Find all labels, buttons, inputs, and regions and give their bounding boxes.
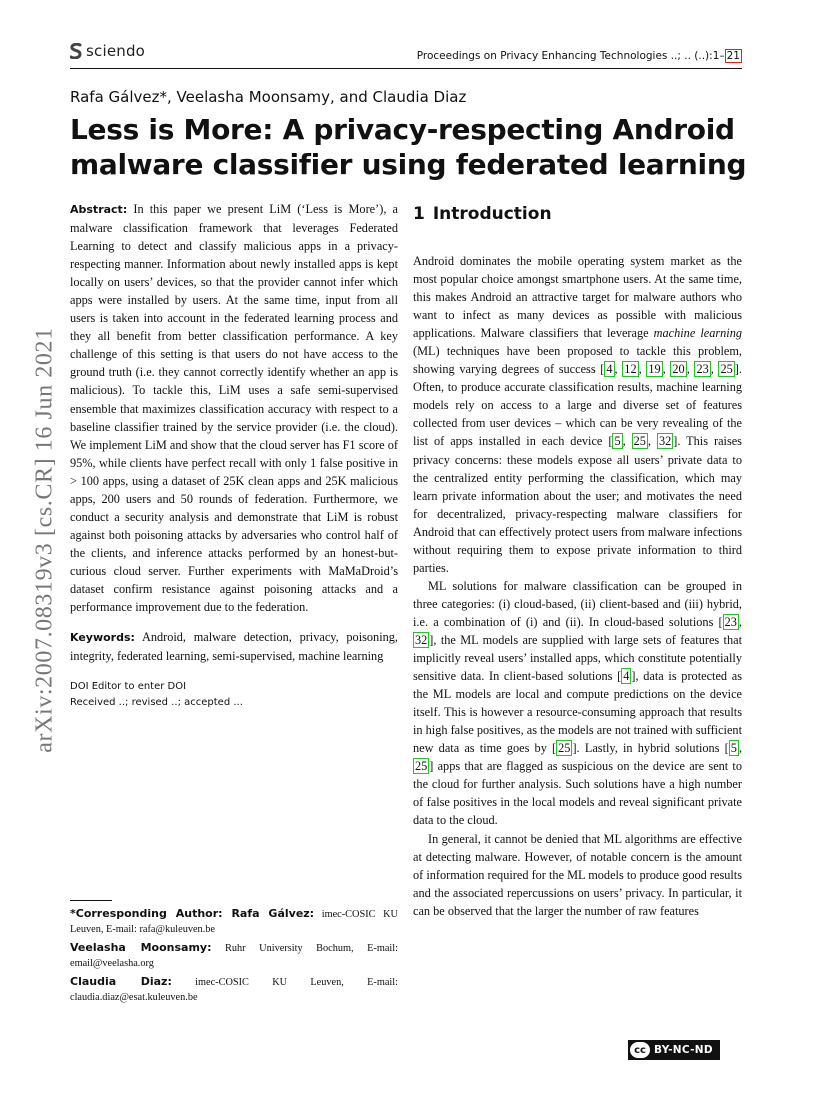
license-text: BY-NC-ND	[654, 1044, 713, 1056]
cc-icon: cc	[630, 1042, 650, 1058]
text-run: (ML) techniques have been proposed to tackle this problem, showing varying degrees of success [	[413, 344, 742, 377]
citation[interactable]: 5	[614, 434, 621, 449]
footnote	[70, 940, 398, 972]
citation[interactable]: 32	[658, 434, 672, 449]
section-heading	[413, 204, 742, 224]
footnote	[70, 974, 398, 1006]
intro-paragraph-3: In general, it cannot be denied that ML algorithms are effective at detecting malware. However, of notable concern is the amount of information required for the ML models to produce good results and the associated repercussions on users’ privacy. In particular, it can be observed that the larger the number of raw features	[413, 831, 742, 918]
citation[interactable]: 23	[724, 614, 737, 629]
abstract-text: In this paper we present LiM (‘Less is More’), a malware classification framework that leverages Federated Learning to detect and classify malicious apps in a privacy-respecting manner. Information about newly installed apps is kept locally on users’ devices, so that the provider cannot infer which apps were installed by users. At the same time, input from all users is taken into account in the federated learning process and they all benefit from better classification performance. A key challenge of this setting is that users do not have access to the ground truth (i.e. they cannot correctly identify whether an app is malicious). To tackle this, LiM uses a safe semi-supervised ensemble that maximizes classification accuracy with respect to a baseline classifier trained by the service provider (i.e. the cloud). We implement LiM and show that the cloud server has F1 score of 95%, while clients have perfect recall with only 1 false positive in > 100 apps, using a dataset of 25K clean apps and 25K malicious apps, 200 users and 50 rounds of federation. Furthermore, we conduct a security analysis and demonstrate that LiM is robust against both poisoning attacks by adversaries who control half of the clients, and inference attacks performed by an honest-but-curious cloud server. Further experiments with MaMaDroid’s dataset confirm resistance against poisoning attacks and a performance improvement due to the federation.	[70, 202, 398, 615]
citation[interactable]: 32	[415, 632, 428, 647]
header-rule	[70, 68, 742, 69]
citation[interactable]: 25	[633, 434, 646, 449]
footnote	[70, 906, 398, 938]
intro-paragraph-2: ML solutions for malware classification can be grouped in three categories: (i) cloud-based, (ii) client-based and (iii) hybrid, i.e. a combination of (i) and (ii). In cloud-based solutions [ 23 , 32 ], the ML models are supplied with large sets of features that implicitly reveal users’ installed apps, which constitute potentially sensitive data. In client-based solutions [ 4 ], data is protected as the ML models are local and compute predictions on the device itself. This is however a resource-consuming approach that results in high false positives, as the models are not trained with sufficient new data as time goes by [ 25 ]. Lastly, in hybrid solutions [ 5 , 25 ] apps that are flagged as suspicious on the device are sent to the cloud for further analysis. Such solutions have a high number of false positives in the local models and reveal significant private data to the cloud.	[413, 578, 743, 828]
text-run: ], the ML models are supplied with large sets of features that implicitly reveal users’ installed apps, which constitute potentially sensitive data. In client-based solutions [	[413, 632, 742, 684]
footnote-label: Veelasha Moonsamy:	[70, 940, 212, 954]
right-column	[413, 200, 742, 920]
arxiv-watermark: arXiv:2007.08319v3 [cs.CR] 16 Jun 2021	[31, 327, 58, 753]
logo-text: sciendo	[86, 42, 146, 60]
text-run: Android dominates the mobile operating system market as the most popular choice amongst smartphone users. At the same time, this makes Android an attractive target for malware authors who want to infect as many devices as possible with malicious applications. Malware classifiers that leverage	[413, 254, 742, 341]
keywords-text: Android, malware detection, privacy, poisoning, integrity, federated learning, semi-supervised, machine learning	[70, 630, 398, 664]
pages-link[interactable]: 21	[726, 50, 740, 62]
license-badge[interactable]	[628, 1040, 720, 1060]
citation[interactable]: 5	[730, 741, 737, 756]
text-run: ]. This raises privacy concerns: these models expose all users’ private data to the centralized entity performing the classification, which may learn private information about the user; and motivates the need for decentralized, privacy-respecting malware classifiers for Android that can effectively protect users from malware infections without requiring them to expose private information to third parties.	[413, 434, 742, 575]
footnote-rule	[70, 900, 112, 901]
doi-block	[70, 679, 398, 711]
footnote-label: *Corresponding Author: Rafa Gálvez:	[70, 907, 315, 920]
citation[interactable]: 23	[696, 362, 709, 377]
citation[interactable]: 4	[606, 362, 613, 377]
text-run: ]. Often, to produce accurate classification results, machine learning models rely on access to a large and diverse set of features collected from user devices – which can be very revealing of the list of apps installed in each device [	[413, 362, 742, 449]
citation[interactable]: 20	[672, 362, 685, 377]
footnote-text: imec-COSIC KU Leuven, E-mail: rafa@kuleuven.be	[70, 909, 398, 936]
emphasis: machine learning	[653, 326, 742, 341]
citation[interactable]: 25	[558, 741, 571, 756]
footnote-label: Claudia Diaz:	[70, 974, 172, 988]
intro-paragraph-1: Android dominates the mobile operating system market as the most popular choice amongst smartphone users. At the same time, this makes Android an attractive target for malware authors who want to infect as many devices as possible with malicious applications. Malware classifiers that leverage machine learning (ML) techniques have been proposed to tackle this problem, showing varying degrees of success [ 4 , 12 , 19 , 20 , 23 , 25 ]. Often, to produce accurate classification results, machine learning models rely on access to a large and diverse set of features collected from user devices – which can be very revealing of the list of apps installed in each device [ 5 , 25 , 32 ]. This raises privacy concerns: these models expose all users’ private data to the centralized entity performing the classification, which may learn private information about the user; and motivates the need for decentralized, privacy-respecting malware classifiers for Android that can effectively protect users from malware infections without requiring them to expose private information to third parties.	[413, 254, 742, 575]
text-run: ] apps that are flagged as suspicious on the device are sent to the cloud for further analysis. Such solutions have a high number of false positives in the local models and reveal significant private data to the cloud.	[413, 759, 742, 828]
section-number: 1	[413, 204, 425, 224]
received-line: Received ..; revised ..; accepted ...	[70, 697, 243, 709]
text-run: ], data is protected as the ML models are local and compute predictions on the device itself. This is however a resource-consuming approach that results in high false positives, as the models are not trained with sufficient new data as time goes by [	[413, 669, 742, 756]
publisher-logo	[70, 42, 145, 60]
paper-title: Less is More: A privacy-respecting Android malware classifier using federated learning	[70, 113, 747, 181]
doi-line: DOI Editor to enter DOI	[70, 681, 187, 693]
keywords	[70, 628, 398, 665]
footnote-text: imec-COSIC KU Leuven, E-mail: claudia.diaz@esat.kuleuven.be	[70, 976, 398, 1004]
citation[interactable]: 19	[648, 362, 661, 377]
journal-header	[417, 50, 742, 62]
footnotes	[70, 906, 398, 1007]
text-run: ML solutions for malware classification can be grouped in three categories: (i) cloud-based, (ii) client-based and (iii) hybrid, i.e. a combination of (i) and (ii). In cloud-based solutions [	[413, 578, 742, 629]
abstract	[70, 200, 398, 616]
author-list: Rafa Gálvez*, Veelasha Moonsamy, and Claudia Diaz	[70, 88, 467, 106]
journal-name: Proceedings on Privacy Enhancing Technologies ..; .. (..):1–	[416, 50, 725, 62]
citation[interactable]: 4	[623, 669, 630, 684]
section-title: Introduction	[432, 204, 552, 224]
sciendo-s-icon	[70, 43, 82, 59]
text-run: ]. Lastly, in hybrid solutions [	[572, 741, 729, 756]
citation[interactable]: 25	[415, 759, 428, 774]
footnote-text: Ruhr University Bochum, E-mail: email@veelasha.org	[70, 942, 398, 970]
keywords-label: Keywords:	[70, 631, 135, 645]
abstract-label: Abstract:	[70, 203, 128, 216]
citation[interactable]: 25	[720, 362, 733, 377]
left-column	[70, 200, 398, 711]
citation[interactable]: 12	[624, 362, 637, 377]
